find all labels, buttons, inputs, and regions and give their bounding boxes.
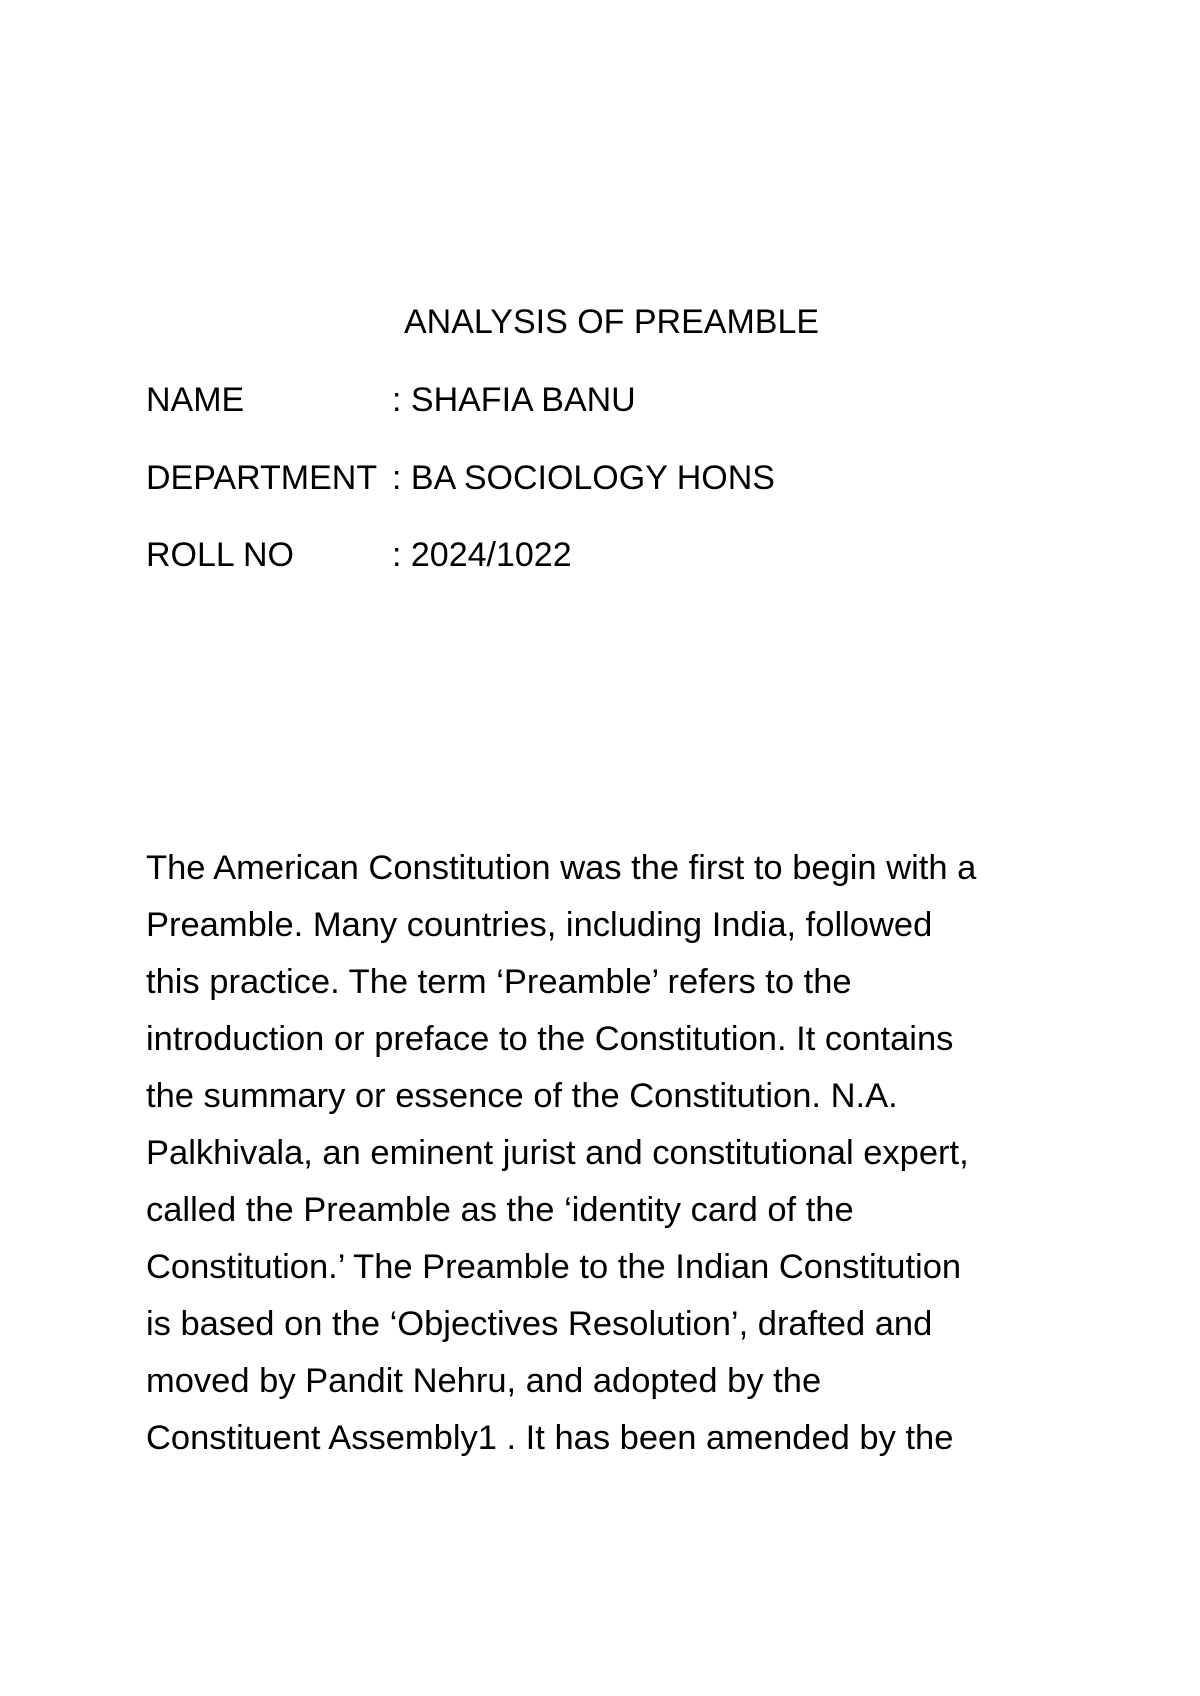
body-line: this practice. The term ‘Preamble’ refers to the [146, 963, 852, 1001]
body-line: The American Constitution was the first to begin with a [146, 849, 977, 887]
info-label-roll-no: ROLL NO [146, 536, 295, 574]
body-line: the summary or essence of the Constitution. N.A. [146, 1077, 898, 1115]
info-value-name: : SHAFIA BANU [392, 381, 636, 419]
body-line: Palkhivala, an eminent jurist and constitutional expert, [146, 1134, 969, 1172]
body-paragraph [146, 840, 1066, 1467]
body-line: is based on the ‘Objectives Resolution’, drafted and [146, 1305, 933, 1343]
info-row-department [146, 456, 775, 500]
info-label-name: NAME [146, 381, 245, 419]
body-line: called the Preamble as the ‘identity card of the [146, 1191, 854, 1229]
body-line: Preamble. Many countries, including India, followed [146, 906, 933, 944]
body-line: Constituent Assembly1 . It has been amended by the [146, 1419, 954, 1457]
info-label-department: DEPARTMENT [146, 459, 378, 497]
document-title: ANALYSIS OF PREAMBLE [404, 303, 820, 341]
info-row-roll-no [146, 533, 572, 577]
info-value-department: : BA SOCIOLOGY HONS [392, 459, 775, 497]
info-value-roll-no: : 2024/1022 [392, 536, 572, 574]
body-line: moved by Pandit Nehru, and adopted by the [146, 1362, 822, 1400]
body-line: Constitution.’ The Preamble to the Indian Constitution [146, 1248, 962, 1286]
body-line: introduction or preface to the Constitution. It contains [146, 1020, 954, 1058]
info-row-name [146, 378, 636, 422]
